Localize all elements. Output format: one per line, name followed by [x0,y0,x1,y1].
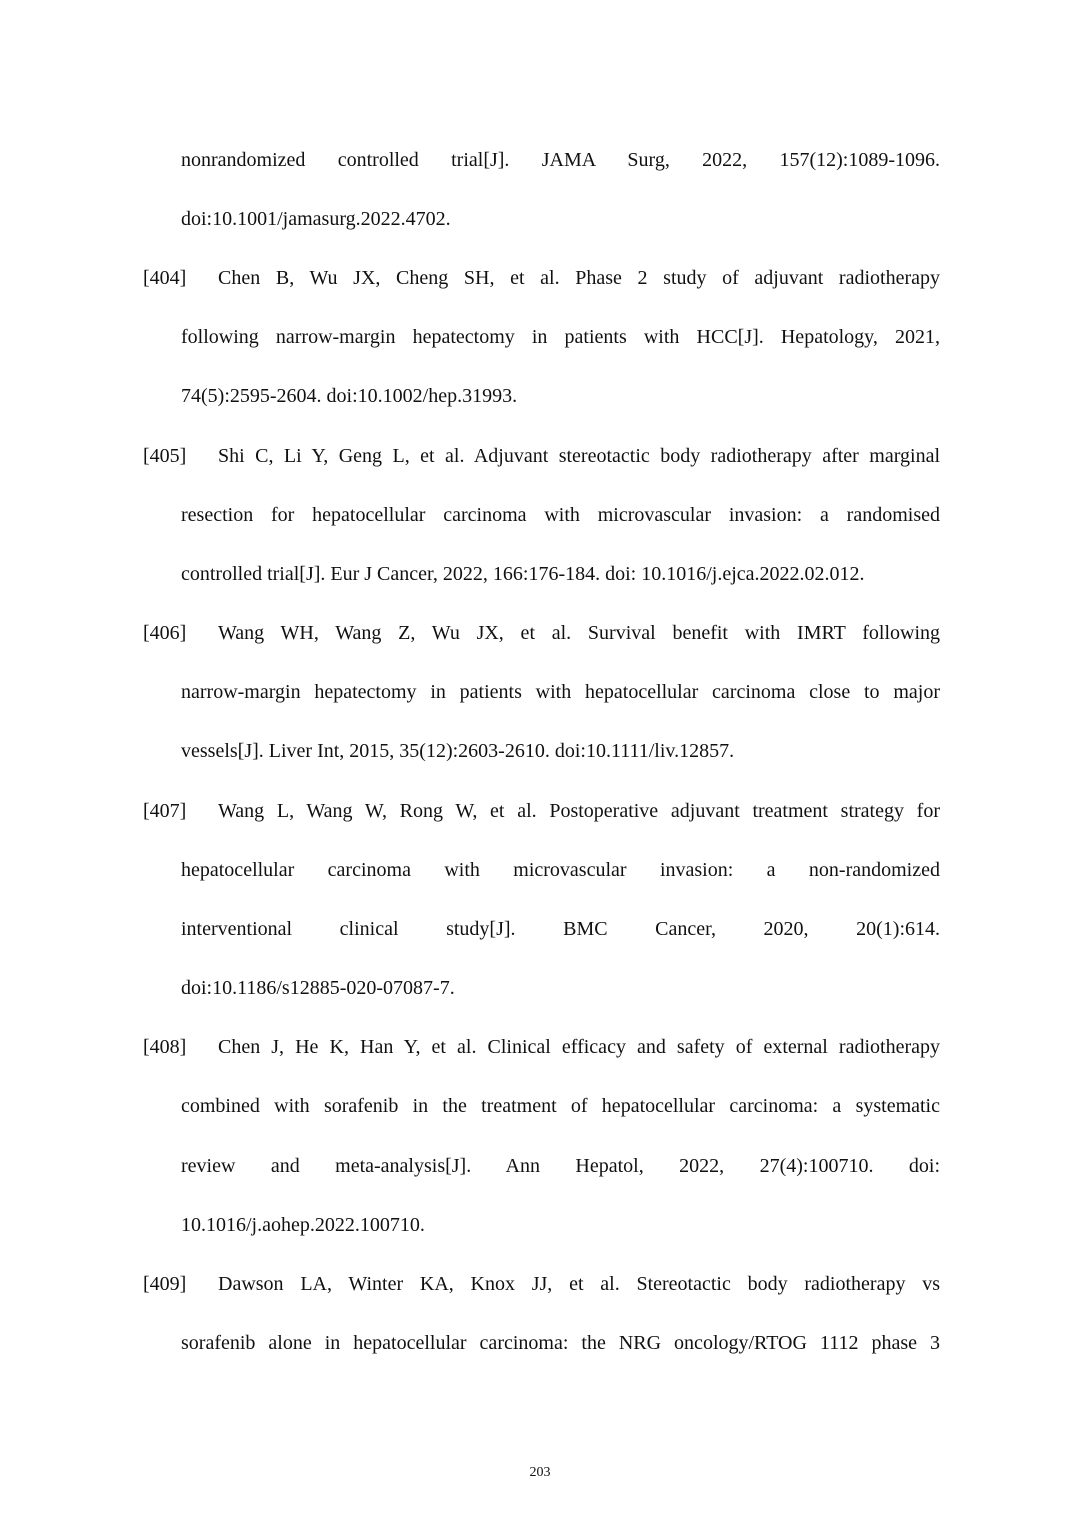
reference-line: review and meta-analysis[J]. Ann Hepatol, 2022, 27(4):100710. doi: [181,1155,940,1177]
reference-number: [404] [143,267,187,289]
reference-line: following narrow-margin hepatectomy in patients with HCC[J]. Hepatology, 2021, [181,326,940,348]
reference-number: [406] [143,622,187,644]
reference-line: Chen B, Wu JX, Cheng SH, et al. Phase 2 study of adjuvant radiotherapy [218,267,940,289]
reference-line: 10.1016/j.aohep.2022.100710. [181,1214,425,1236]
reference-line: Wang WH, Wang Z, Wu JX, et al. Survival benefit with IMRT following [218,622,940,644]
reference-line: Chen J, He K, Han Y, et al. Clinical efficacy and safety of external radiotherapy [218,1036,940,1058]
reference-line: doi:10.1186/s12885-020-07087-7. [181,977,455,999]
reference-line: narrow-margin hepatectomy in patients with hepatocellular carcinoma close to major [181,681,940,703]
reference-line: Shi C, Li Y, Geng L, et al. Adjuvant stereotactic body radiotherapy after marginal [218,445,940,467]
reference-line: controlled trial[J]. Eur J Cancer, 2022, 166:176-184. doi: 10.1016/j.ejca.2022.02.012. [181,563,865,585]
reference-number: [407] [143,800,187,822]
reference-line: resection for hepatocellular carcinoma with microvascular invasion: a randomised [181,504,940,526]
reference-line: interventional clinical study[J]. BMC Cancer, 2020, 20(1):614. [181,918,940,940]
page-number: 203 [529,1465,551,1480]
reference-line: 74(5):2595-2604. doi:10.1002/hep.31993. [181,385,518,407]
reference-number: [409] [143,1273,187,1295]
reference-line: hepatocellular carcinoma with microvascular invasion: a non-randomized [181,859,940,881]
reference-line: Dawson LA, Winter KA, Knox JJ, et al. Stereotactic body radiotherapy vs [218,1273,940,1295]
reference-line: Wang L, Wang W, Rong W, et al. Postoperative adjuvant treatment strategy for [218,800,940,822]
reference-line: doi:10.1001/jamasurg.2022.4702. [181,208,451,230]
reference-line: nonrandomized controlled trial[J]. JAMA Surg, 2022, 157(12):1089-1096. [181,149,940,171]
reference-line: combined with sorafenib in the treatment of hepatocellular carcinoma: a systematic [181,1095,940,1117]
reference-line: sorafenib alone in hepatocellular carcinoma: the NRG oncology/RTOG 1112 phase 3 [181,1332,940,1354]
reference-line: vessels[J]. Liver Int, 2015, 35(12):2603-2610. doi:10.1111/liv.12857. [181,740,735,762]
reference-number: [408] [143,1036,187,1058]
reference-number: [405] [143,445,187,467]
